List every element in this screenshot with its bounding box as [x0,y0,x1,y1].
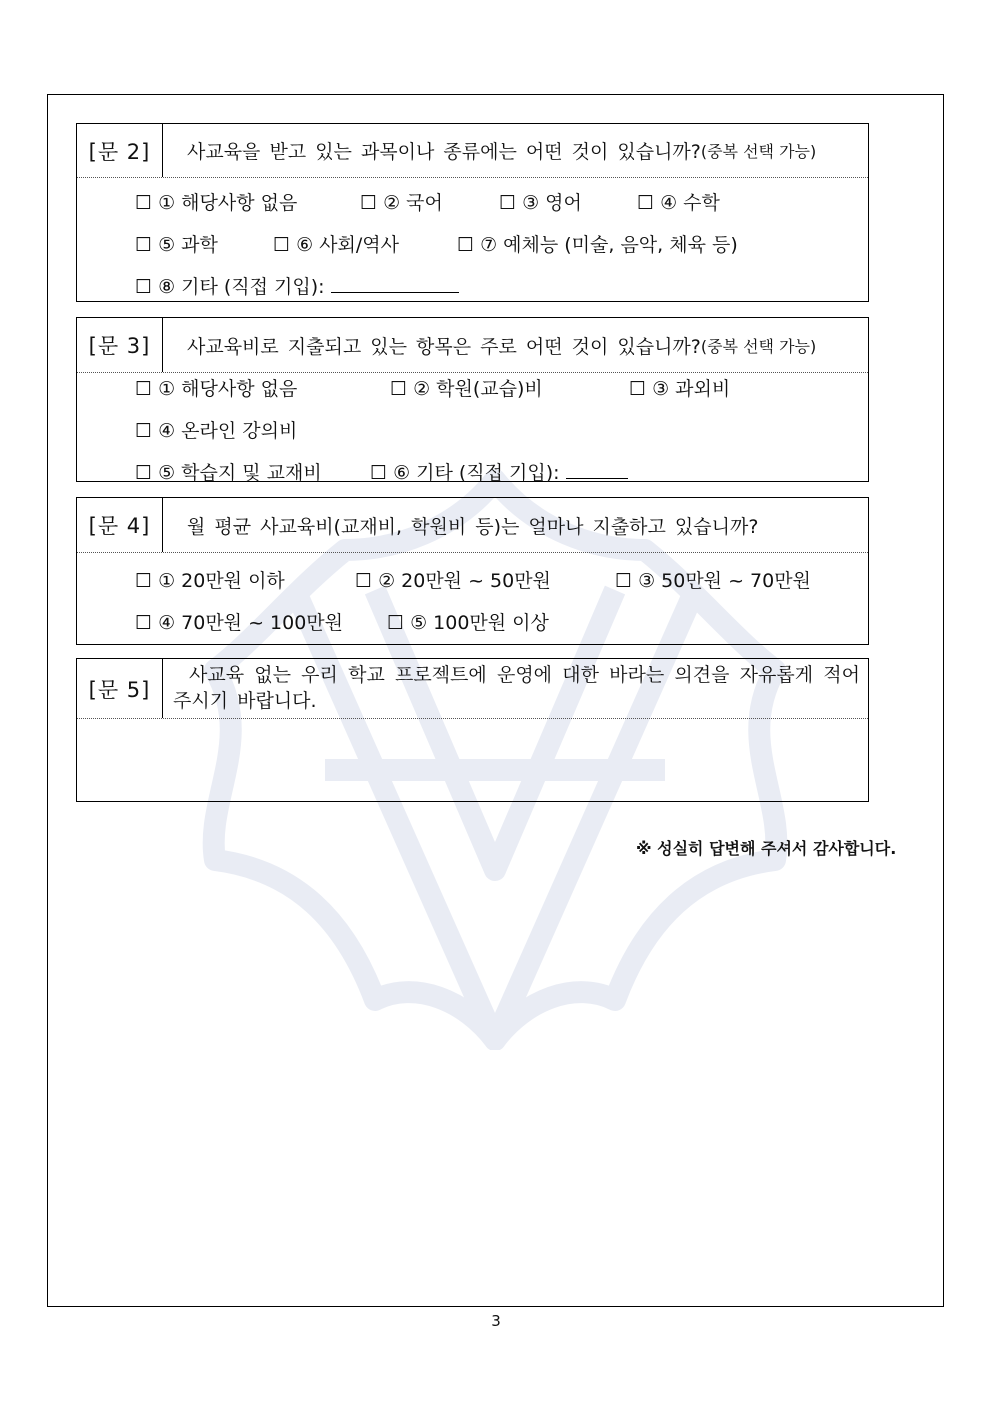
q3-other-blank[interactable] [566,460,628,479]
question-3-number: [문 3] [77,318,163,372]
question-3-text [163,318,868,372]
q2-option-6[interactable]: ☐ ⑥ 사회/역사 [273,234,399,256]
q2-option-8-label: ☐ ⑧ 기타 (직접 기입): [135,276,325,298]
q3-option-2[interactable]: ☐ ② 학원(교습)비 [390,378,543,400]
q2-option-8[interactable] [135,272,459,299]
question-3-note: (중복 선택 가능) [700,336,817,356]
q3-option-5[interactable]: ☐ ⑤ 학습지 및 교재비 [135,462,322,484]
q2-option-3[interactable]: ☐ ③ 영어 [499,192,582,214]
question-3-box [76,317,869,482]
question-2-header [77,124,868,178]
question-5-answer-area[interactable] [77,720,868,801]
q4-option-2[interactable]: ☐ ② 20만원 ~ 50만원 [355,570,551,592]
q4-option-4[interactable]: ☐ ④ 70만원 ~ 100만원 [135,612,344,634]
question-4-box [76,497,869,645]
thank-you-note: ※ 성실히 답변해 주셔서 감사합니다. [636,839,897,858]
question-4-number: [문 4] [77,498,163,552]
q3-option-6-label: ☐ ⑥ 기타 (직접 기입): [370,462,560,484]
q2-other-blank[interactable] [331,274,459,293]
q4-option-3[interactable]: ☐ ③ 50만원 ~ 70만원 [615,570,811,592]
q3-option-6[interactable] [370,458,628,485]
q2-option-4[interactable]: ☐ ④ 수학 [637,192,720,214]
question-4-prompt: 월 평균 사교육비(교재비, 학원비 등)는 얼마나 지출하고 있습니까? [187,515,759,538]
question-2-text [163,124,868,177]
page-number: 3 [491,1312,501,1330]
q2-option-1[interactable]: ☐ ① 해당사항 없음 [135,192,298,214]
q3-option-1[interactable]: ☐ ① 해당사항 없음 [135,378,298,400]
q2-option-7[interactable]: ☐ ⑦ 예체능 (미술, 음악, 체육 등) [457,234,738,256]
q4-option-1[interactable]: ☐ ① 20만원 이하 [135,570,285,592]
question-2-box [76,123,869,302]
q2-option-2[interactable]: ☐ ② 국어 [360,192,443,214]
q3-option-4[interactable]: ☐ ④ 온라인 강의비 [135,420,298,442]
question-5-text: 사교육 없는 우리 학교 프로젝트에 운영에 대한 바라는 의견을 자유롭게 적어 주시기 바랍니다. [173,664,860,712]
q2-option-5[interactable]: ☐ ⑤ 과학 [135,234,218,256]
question-4-header [77,498,868,553]
question-5-header [77,659,868,719]
question-5-number: [문 5] [77,659,163,718]
question-2-note: (중복 선택 가능) [700,142,817,161]
question-2-number: [문 2] [77,124,163,177]
question-3-header [77,318,868,373]
question-4-text [163,498,868,552]
q3-option-3[interactable]: ☐ ③ 과외비 [629,378,731,400]
q4-option-5[interactable]: ☐ ⑤ 100만원 이상 [387,612,549,634]
question-3-prompt: 사교육비로 지출되고 있는 항목은 주로 어떤 것이 있습니까? [187,335,701,358]
question-2-prompt: 사교육을 받고 있는 과목이나 종류에는 어떤 것이 있습니까? [187,141,701,163]
question-5-box [76,658,869,802]
